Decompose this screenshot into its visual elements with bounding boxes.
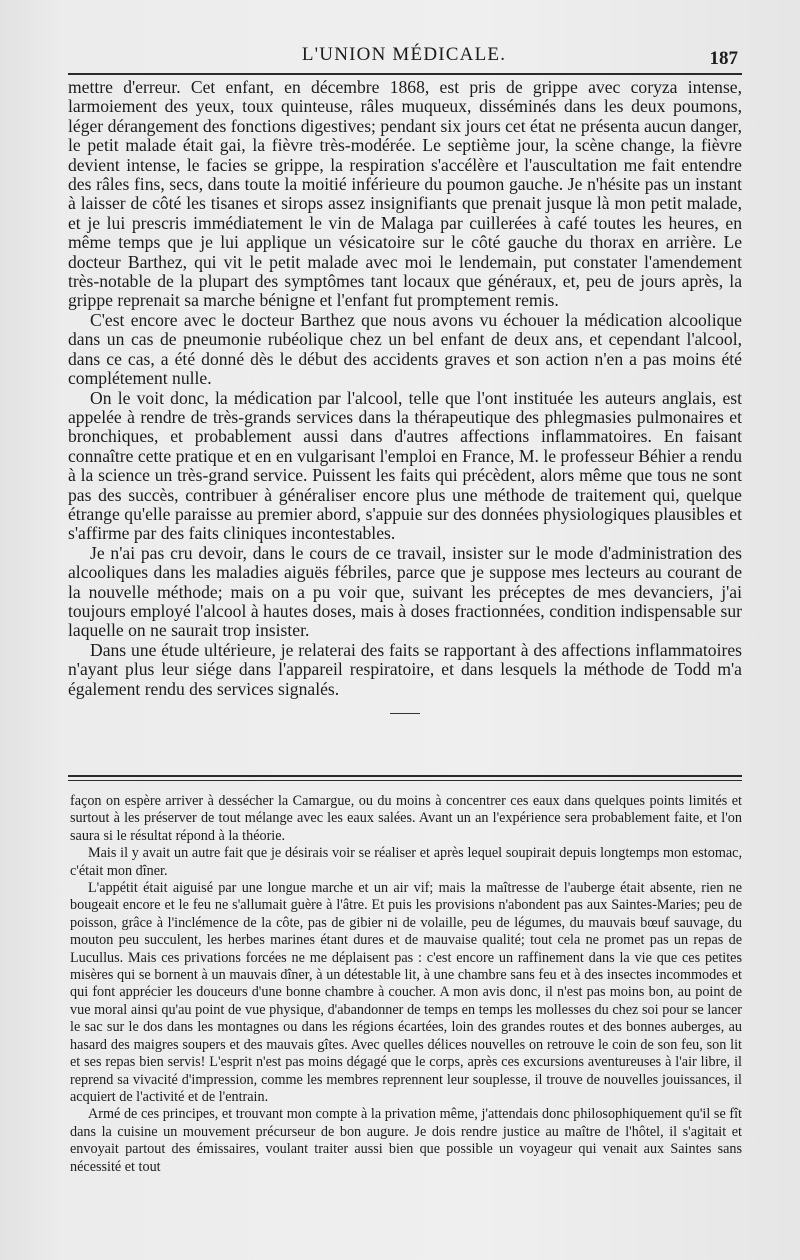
article-end-rule <box>390 713 420 714</box>
page-number: 187 <box>709 48 738 69</box>
header-rule <box>68 73 742 75</box>
feuilleton-separator-thin <box>68 780 742 781</box>
journal-title: L'UNION MÉDICALE. <box>301 44 507 65</box>
article-body <box>68 78 742 714</box>
feuilleton-paragraph: Mais il y avait un autre fait que je désirais voir se réaliser et après lequel soupirait depuis longtemps mon estomac, c'était mon dîner. <box>70 845 742 879</box>
feuilleton-separator <box>68 775 742 777</box>
feuilleton-paragraph: L'appétit était aiguisé par une longue marche et un air vif; mais la maîtresse de l'auberge était absente, rien ne bougeait encore et le feu ne s'allumait guère à l'âtre. Et puis les provisions n'abondent pas aux Saintes-Maries; peu de poisson, grâce à l'inclémence de la côte, pas de gibier ni de volaille, peu de légumes, du mauvais bœuf sauvage, du mouton peu succulent, les herbes marines étant dures et de mauvaise qualité; tout cela ne promet pas un repas de Lucullus. Mais ces privations forcées ne me déplaisent pas : c'est encore un raffinement dans la vie que ces petites misères qui se bornent à un mauvais dîner, à un détestable lit, à une chambre sans feu et à des insectes incommodes et qui font apprécier les douceurs d'une bonne chambre à coucher. A mon avis donc, il n'est pas moins bon, au point de vue moral ainsi qu'au point de vue physique, d'abandonner de temps en temps les mollesses du chez soi pour se lancer le sac sur le dos dans les montagnes ou dans les régions écartées, loin des grandes routes et des bonnes auberges, au hasard des maigres soupers et des mauvais gîtes. Avec quelles délices nouvelles on retrouve le coin de son feu, son lit et ses repas bien servis! L'esprit n'est pas moins dégagé que le corps, après ces excursions aventureuses à l'air libre, il reprend sa vivacité d'impression, comme les membres reprennent leur souplesse, il trouve de nouvelles jouissances, il acquiert de l'activité et de l'entrain. <box>70 880 742 1105</box>
article-paragraph: mettre d'erreur. Cet enfant, en décembre 1868, est pris de grippe avec coryza intense, larmoiement des yeux, toux quinteuse, râles muqueux, disséminés dans les deux poumons, léger dérangement des fonctions digestives; pendant six jours cet état ne présenta aucun danger, le petit malade était gai, la fièvre très-modérée. Le septième jour, la scène change, la fièvre devient intense, le facies se grippe, la respiration s'accélère et l'auscultation me fait entendre des râles fins, secs, dans toute la moitié inférieure du poumon gauche. Je n'hésite pas un instant à laisser de côté les tisanes et sirops assez insignifiants que prenait jusque là mon petit malade, et je lui prescris immédiatement le vin de Malaga par cuillerées à café toutes les heures, en même temps que je lui applique un vésicatoire sur le côté gauche du thorax en arrière. Le docteur Barthez, qui vit le petit malade avec moi le lendemain, put constater l'amendement très-notable de la plupart des symptômes tant locaux que généraux, et, peu de jours après, la grippe reprenait sa marche bénigne et l'enfant fut promptement remis. <box>68 77 742 311</box>
article-paragraph: Dans une étude ultérieure, je relaterai des faits se rapportant à des affections inflammatoires n'ayant plus leur siége dans l'appareil respiratoire, et dans lesquels la méthode de Todd m'a également rendu des services signalés. <box>68 639 742 699</box>
article-paragraph: On le voit donc, la médication par l'alcool, telle que l'ont instituée les auteurs anglais, est appelée à rendre de très-grands services dans la thérapeutique des phlegmasies pulmonaires et bronchiques, et probablement aussi dans d'autres affections inflammatoires. En faisant connaître cette pratique et en en vulgarisant l'emploi en France, M. le professeur Béhier a rendu à la science un très-grand service. Puissent les faits qui précèdent, alors même que tous ne sont pas des succès, contribuer à généraliser encore plus une méthode de traitement qui, quelque étrange qu'elle paraisse au premier abord, s'appuie sur des données physiologiques plausibles et s'affirme par des faits cliniques incontestables. <box>68 387 742 544</box>
feuilleton-paragraph: Armé de ces principes, et trouvant mon compte à la privation même, j'attendais donc philosophiquement qu'il se fît dans la cuisine un mouvement précurseur de bon augure. Je dois rendre justice au maître de l'hôtel, il s'agitait et envoyait partout des émissaires, voulant traiter aussi bien que possible un voyageur qui venait aux Saintes sans nécessité et tout <box>70 1106 742 1175</box>
feuilleton-body <box>70 793 742 1176</box>
article-paragraph: C'est encore avec le docteur Barthez que nous avons vu échouer la médication alcoolique dans un cas de pneumonie rubéolique chez un bel enfant de deux ans, et cependant l'alcool, dans ce cas, a été donné dès le début des accidents graves et son action n'en a pas moins été complétement nulle. <box>68 309 742 389</box>
article-paragraph: Je n'ai pas cru devoir, dans le cours de ce travail, insister sur le mode d'administration des alcooliques dans les maladies aiguës fébriles, parce que je suppose mes lecteurs au courant de la nouvelle méthode; mais on a pu voir que, suivant les préceptes de mes devanciers, j'ai toujours employé l'alcool à hautes doses, mais à doses fractionnées, condition indispensable sur laquelle on ne saurait trop insister. <box>68 542 742 641</box>
running-header <box>68 40 740 74</box>
feuilleton-paragraph: façon on espère arriver à dessécher la Camargue, ou du moins à concentrer ces eaux dans quelques points limités et surtout à les préserver de tout mélange avec les eaux salées. Avant un an l'expérience sera probablement faite, et l'on saura si le résultat répond à la théorie. <box>70 793 742 844</box>
